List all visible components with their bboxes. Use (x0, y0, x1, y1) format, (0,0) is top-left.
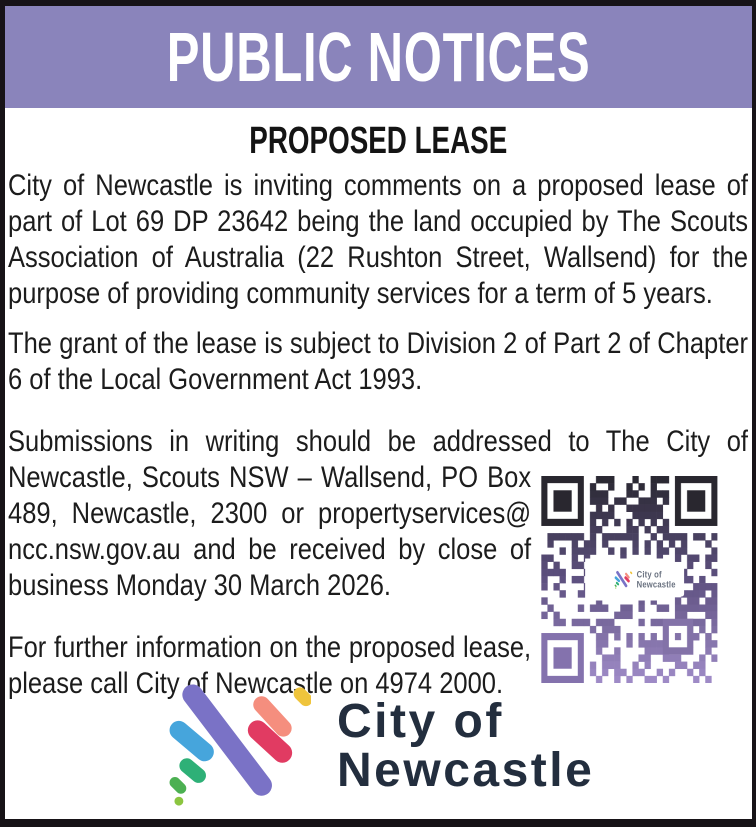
newcastle-logo-mini-icon (614, 570, 633, 589)
qr-label-line2: Newcastle (636, 579, 676, 590)
newcastle-n-mark-icon (163, 681, 311, 811)
qr-code (541, 476, 748, 683)
notice-paragraph: City of Newcastle is inviting comments on a proposed lease of part of Lot 69 DP 23642 being the land occupied by The Scouts Association of Australia (22 Rushton Street, Wallsend) for the purpose of providing community services for a term of 5 years. (8, 169, 749, 310)
qr-label-line1: City of (636, 569, 662, 580)
logo-text-line2: Newcastle (337, 744, 595, 797)
logo-text-line1: City of (337, 695, 504, 748)
city-of-newcastle-logo (163, 681, 594, 811)
notice-heading: PROPOSED LEASE (249, 120, 507, 162)
notice-paragraph (8, 424, 748, 604)
logo-text (337, 697, 594, 795)
notice-paragraph: For further information on the proposed lease, please call City of Newcastle on 4974 2000. (8, 631, 532, 700)
notice-body (8, 120, 748, 702)
banner-title: PUBLIC NOTICES (166, 18, 591, 96)
notice-paragraph: The grant of the lease is subject to Division 2 of Part 2 of Chapter 6 of the Local Government Act 1993. (8, 327, 749, 396)
public-notices-banner (5, 6, 752, 108)
notice-paragraph-text: Submissions in writing should be addressed to The City of Newcastle, Scouts NSW – Wallsend, PO Box 489, Newcastle, 2300 or propertyservices@​ncc.nsw.gov.au and be received by close of business Monday 30 March 2026. (8, 425, 749, 602)
qr-code-label (606, 563, 684, 596)
